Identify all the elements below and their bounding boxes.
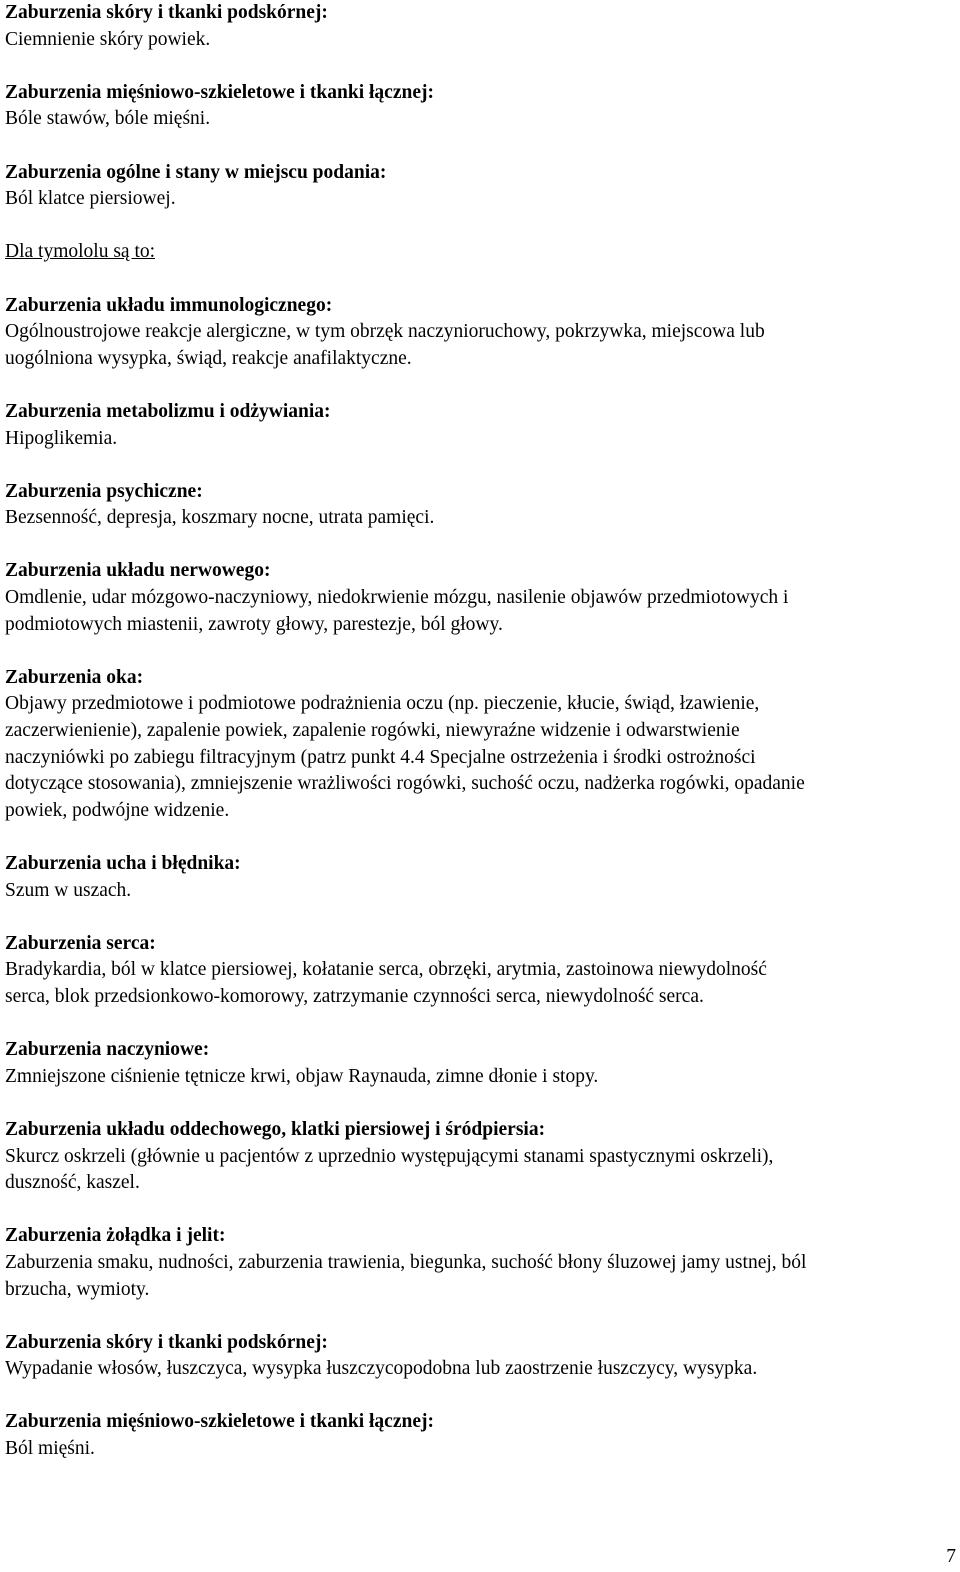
section-text: duszność, kaszel. <box>5 1172 140 1194</box>
section-heading: Zaburzenia żołądka i jelit: <box>5 1225 226 1247</box>
section-text: zaczerwienienie), zapalenie powiek, zapalenie rogówki, niewyraźne widzenie i odwarstwienie <box>5 720 740 742</box>
section-text: Bradykardia, ból w klatce piersiowej, kołatanie serca, obrzęki, arytmia, zastoinowa niewydolność <box>5 959 767 981</box>
section-text: Zaburzenia smaku, nudności, zaburzenia trawienia, biegunka, suchość błony śluzowej jamy ustnej, ból <box>5 1251 807 1273</box>
section-text: Szum w uszach. <box>5 879 132 901</box>
section-text: Hipoglikemia. <box>5 427 118 449</box>
section-text: Ogólnoustrojowe reakcje alergiczne, w tym obrzęk naczynioruchowy, pokrzywka, miejscowa lub <box>5 321 765 343</box>
section <box>5 558 955 638</box>
section-text: Skurcz oskrzeli (głównie u pacjentów z uprzednio występującymi stanami spastycznymi oskrzeli), <box>5 1145 774 1167</box>
section <box>5 160 955 213</box>
section-heading: Zaburzenia ogólne i stany w miejscu podania: <box>5 161 387 183</box>
section-heading: Zaburzenia metabolizmu i odżywiania: <box>5 400 331 422</box>
section-heading: Zaburzenia mięśniowo-szkieletowe i tkanki łącznej: <box>5 81 434 103</box>
section <box>5 1223 955 1303</box>
section-heading: Zaburzenia układu oddechowego, klatki piersiowej i śródpiersia: <box>5 1118 546 1140</box>
section <box>5 665 955 825</box>
document-body <box>5 0 955 1463</box>
section-text: Ból klatce piersiowej. <box>5 188 176 210</box>
section-text: Wypadanie włosów, łuszczyca, wysypka łuszczycopodobna lub zaostrzenie łuszczycy, wysypka. <box>5 1358 758 1380</box>
section-text: Objawy przedmiotowe i podmiotowe podrażnienia oczu (np. pieczenie, kłucie, świąd, łzawienie, <box>5 693 760 715</box>
section <box>5 1117 955 1197</box>
section-text: Ból mięśni. <box>5 1438 95 1460</box>
section-heading: Zaburzenia psychiczne: <box>5 480 203 502</box>
section-text: Omdlenie, udar mózgowo-naczyniowy, niedokrwienie mózgu, nasilenie objawów przedmiotowych i <box>5 587 789 609</box>
section-text: brzucha, wymioty. <box>5 1278 150 1300</box>
section <box>5 479 955 532</box>
section-heading: Zaburzenia serca: <box>5 932 156 954</box>
section-heading: Zaburzenia układu nerwowego: <box>5 560 271 582</box>
section-heading: Zaburzenia skóry i tkanki podskórnej: <box>5 2 328 23</box>
section <box>5 293 955 373</box>
section-text: serca, blok przedsionkowo-komorowy, zatrzymanie czynności serca, niewydolność serca. <box>5 985 704 1007</box>
section-heading: Zaburzenia mięśniowo-szkieletowe i tkanki łącznej: <box>5 1411 434 1433</box>
intro-text: Dla tymololu są to: <box>5 241 156 263</box>
section-text: naczyniówki po zabiegu filtracyjnym (patrz punkt 4.4 Specjalne ostrzeżenia i środki ostrożności <box>5 746 756 768</box>
section <box>5 0 955 53</box>
section <box>5 931 955 1011</box>
section <box>5 851 955 904</box>
section-text: powiek, podwójne widzenie. <box>5 799 230 821</box>
section-text: uogólniona wysypka, świąd, reakcje anafilaktyczne. <box>5 347 412 369</box>
section-text: Ciemnienie skóry powiek. <box>5 28 211 50</box>
section-text: dotyczące stosowania), zmniejszenie wrażliwości rogówki, suchość oczu, nadżerka rogówki, opadanie <box>5 773 805 795</box>
section-text: Bóle stawów, bóle mięśni. <box>5 108 211 130</box>
section <box>5 399 955 452</box>
section-heading: Zaburzenia skóry i tkanki podskórnej: <box>5 1331 328 1353</box>
section-text: Zmniejszone ciśnienie tętnicze krwi, objaw Raynauda, zimne dłonie i stopy. <box>5 1065 599 1087</box>
section <box>5 1409 955 1462</box>
section-heading: Zaburzenia ucha i błędnika: <box>5 853 241 874</box>
section-heading: Zaburzenia naczyniowe: <box>5 1039 210 1061</box>
section-heading: Zaburzenia oka: <box>5 666 144 688</box>
section <box>5 1037 955 1090</box>
section-text: podmiotowych miastenii, zawroty głowy, parestezje, ból głowy. <box>5 613 503 635</box>
section <box>5 1330 955 1383</box>
section <box>5 80 955 133</box>
page-number: 7 <box>946 1546 956 1567</box>
section-text: Bezsenność, depresja, koszmary nocne, utrata pamięci. <box>5 507 435 529</box>
section-heading: Zaburzenia układu immunologicznego: <box>5 294 333 316</box>
